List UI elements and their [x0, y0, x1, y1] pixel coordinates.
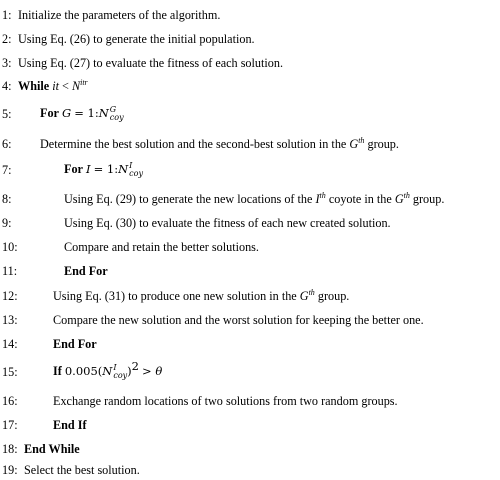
loop-bound-indices: G coy — [109, 105, 124, 123]
algo-line-3: 3: Using Eq. (27) to evaluate the fitness of each solution. — [2, 55, 284, 70]
algo-line-17: 17: End If — [2, 417, 87, 432]
threshold-coefficient: 0.005( — [64, 363, 103, 378]
algo-line-10: 10: Compare and retain the better solutions. — [2, 239, 259, 254]
exponent: 2 — [131, 358, 139, 373]
keyword-end-for: End For — [53, 336, 97, 351]
keyword-if: If — [53, 363, 62, 378]
algo-line-1: 1: Initialize the parameters of the algorithm. — [2, 7, 221, 22]
algo-line-13: 13: Compare the new solution and the worst solution for keeping the better one. — [2, 312, 424, 327]
keyword-for: For — [64, 161, 83, 176]
algo-line-19: 19: Select the best solution. — [2, 462, 140, 477]
algo-line-11: 11: End For — [2, 263, 108, 278]
loop-bound-indices: I coy — [129, 161, 143, 179]
algo-line-12: 12: Using Eq. (31) to produce one new solution in the $G^{th}$ group. — [2, 287, 350, 303]
algo-line-8: 8: Using Eq. (29) to generate the new locations of the Ith coyote in the $G^{th}$ group. — [2, 190, 445, 206]
keyword-end-for: End For — [64, 263, 108, 278]
algo-line-2: 2: Using Eq. (26) to generate the initial population. — [2, 31, 255, 46]
loop-index-g: G — [62, 105, 72, 120]
algo-line-9: 9: Using Eq. (30) to evaluate the fitness of each new created solution. — [2, 215, 391, 230]
algo-line-18: 18: End While — [2, 441, 80, 456]
algo-line-7: 7: For I = 1:N I coy — [2, 161, 143, 179]
loop-variable: it — [52, 78, 59, 93]
loop-range: = 1: — [93, 161, 119, 176]
loop-range: = 1: — [74, 105, 99, 120]
algo-line-5: 5: For G = 1:N G coy — [2, 105, 124, 123]
keyword-end-while: End While — [24, 441, 80, 456]
algo-line-14: 14: End For — [2, 336, 97, 351]
comparison-operator: < — [62, 78, 69, 93]
keyword-end-if: End If — [53, 417, 87, 432]
loop-bound: N — [118, 161, 129, 176]
algo-line-15: 15: If 0.005(N I coy )$^2$ > θ — [2, 358, 163, 381]
algo-line-6: 6: Determine the best solution and the second-best solution in the $G^{th}$ group. — [2, 135, 399, 151]
loop-bound: N — [98, 105, 109, 120]
loop-index-i: I — [86, 161, 91, 176]
algo-line-4: 4: While it < $N^{itr}$ — [2, 77, 88, 93]
keyword-for: For — [40, 105, 59, 120]
algo-line-16: 16: Exchange random locations of two solutions from two random groups. — [2, 393, 398, 408]
max-iterations: $N^{itr}$ — [71, 77, 88, 93]
keyword-while: While — [18, 78, 50, 93]
comparison-theta: > θ — [142, 363, 163, 378]
